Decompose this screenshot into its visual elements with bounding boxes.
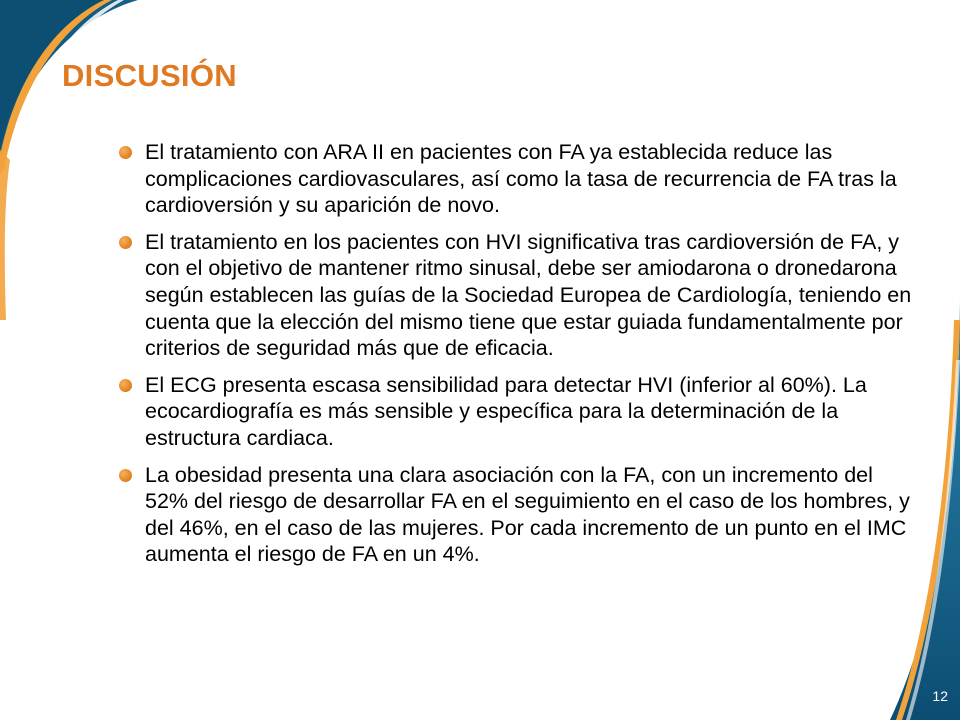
page-title: DISCUSIÓN xyxy=(62,58,237,93)
list-item xyxy=(118,372,918,452)
bullet-text: La obesidad presenta una clara asociación con la FA, con un incremento del 52% del riesgo de desarrollar FA en el seguimiento en el caso de los hombres, y del 46%, en el caso de las mujeres. Por cada incremento de un punto en el IMC aumenta el riesgo de FA en un 4%. xyxy=(145,462,910,567)
bullet-icon xyxy=(119,379,132,392)
bullet-text: El ECG presenta escasa sensibilidad para detectar HVI (inferior al 60%). La ecocardiografía es más sensible y específica para la determinación de la estructura cardiaca. xyxy=(145,372,867,450)
bullet-icon xyxy=(119,469,132,482)
bullet-icon xyxy=(119,236,132,249)
bullet-text: El tratamiento en los pacientes con HVI significativa tras cardioversión de FA, y con el objetivo de mantener ritmo sinusal, debe ser amiodarona o dronedarona según establecen las guías de la Sociedad Europea de Cardiología, teniendo en cuenta que la elección del mismo tiene que estar guiada fundamentalmente por criterios de seguridad más que de eficacia. xyxy=(145,229,912,361)
bullet-icon xyxy=(119,146,132,159)
list-item xyxy=(118,229,918,362)
list-item xyxy=(118,462,918,568)
list-item xyxy=(118,139,918,219)
page-number: 12 xyxy=(932,688,948,704)
bullet-list xyxy=(118,139,918,578)
bullet-text: El tratamiento con ARA II en pacientes con FA ya establecida reduce las complicaciones cardiovasculares, así como la tasa de recurrencia de FA tras la cardioversión y su aparición de novo. xyxy=(145,140,897,218)
